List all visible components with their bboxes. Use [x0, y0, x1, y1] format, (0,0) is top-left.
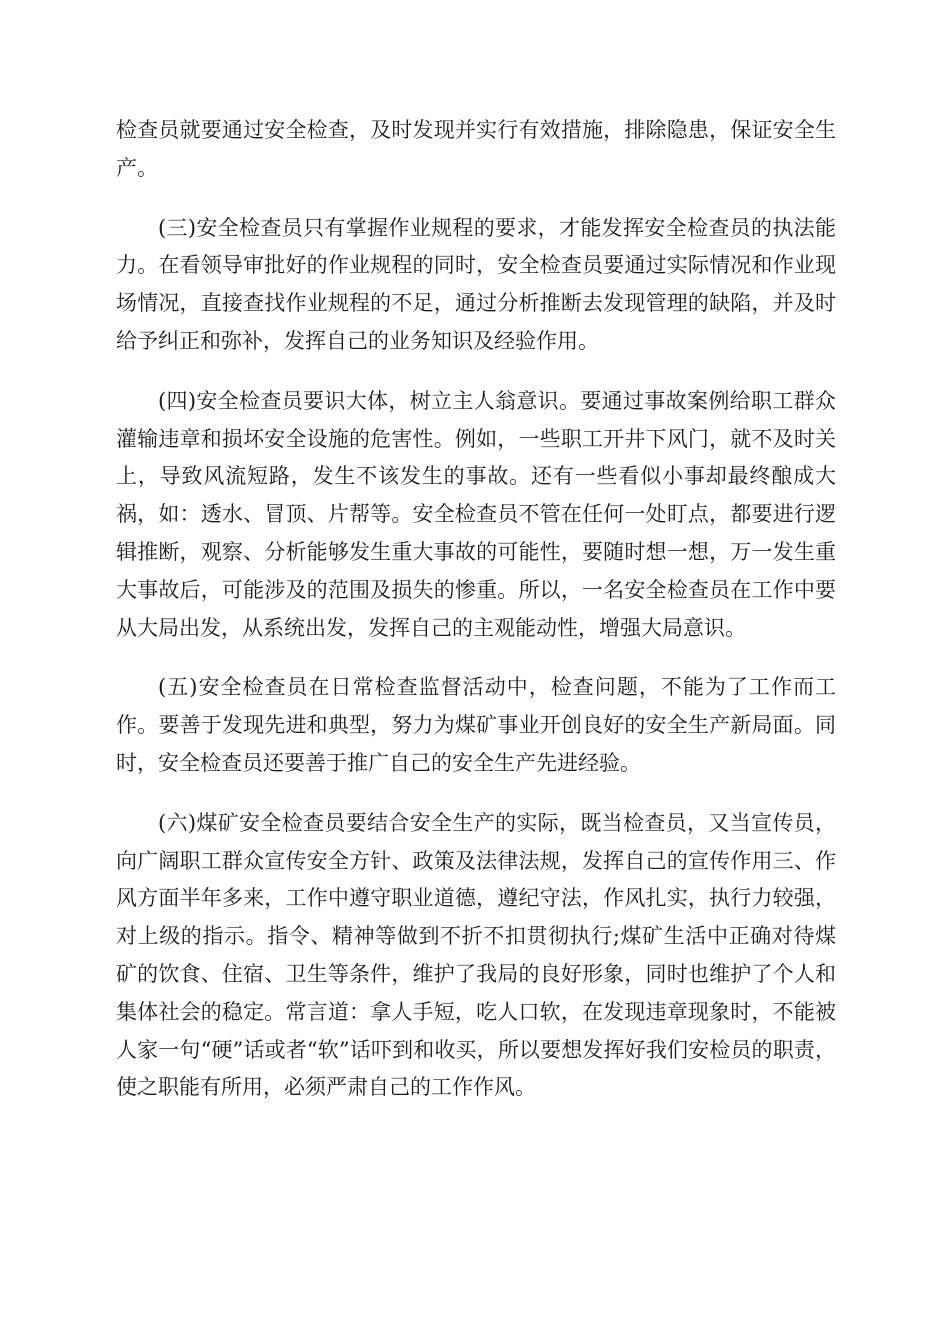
- paragraph-section-4: (四)安全检查员要识大体，树立主人翁意识。要通过事故案例给职工群众灌输违章和损坏安全设施的危害性。例如，一些职工开井下风门，就不及时关上，导致风流短路，发生不该发生的事故。还有一些看似小事却最终酿成大祸，如：透水、冒顶、片帮等。安全检查员不管在任何一处盯点，都要进行逻辑推断，观察、分析能够发生重大事故的可能性，要随时想一想，万一发生重大事故后，可能涉及的范围及损失的惨重。所以，一名安全检查员在工作中要从大局出发，从系统出发，发挥自己的主观能动性，增强大局意识。: [116, 388, 836, 640]
- paragraph-section-3: (三)安全检查员只有掌握作业规程的要求，才能发挥安全检查员的执法能力。在看领导审批好的作业规程的同时，安全检查员要通过实际情况和作业现场情况，直接查找作业规程的不足，通过分析推断去发现管理的缺陷，并及时给予纠正和弥补，发挥自己的业务知识及经验作用。: [116, 215, 836, 353]
- document-page: [116, 112, 836, 1129]
- paragraph-section-6: (六)煤矿安全检查员要结合安全生产的实际，既当检查员，又当宣传员，向广阔职工群众宣传安全方针、政策及法律法规，发挥自己的宣传作用三、作风方面半年多来，工作中遵守职业道德，遵纪守法，作风扎实，执行力较强，对上级的指示。指令、精神等做到不折不扣贯彻执行;煤矿生活中正确对待煤矿的饮食、住宿、卫生等条件，维护了我局的良好形象，同时也维护了个人和集体社会的稳定。常言道：拿人手短，吃人口软，在发现违章现象时，不能被人家一句“硬”话或者“软”话吓到和收买，所以要想发挥好我们安检员的职责，使之职能有所用，必须严肃自己的工作作风。: [116, 810, 836, 1100]
- paragraph-section-5: (五)安全检查员在日常检查监督活动中，检查问题，不能为了工作而工作。要善于发现先进和典型，努力为煤矿事业开创良好的安全生产新局面。同时，安全检查员还要善于推广自己的安全生产先进经验。: [116, 675, 836, 775]
- paragraph-continuation: 检查员就要通过安全检查，及时发现并实行有效措施，排除隐患，保证安全生产。: [116, 118, 836, 180]
